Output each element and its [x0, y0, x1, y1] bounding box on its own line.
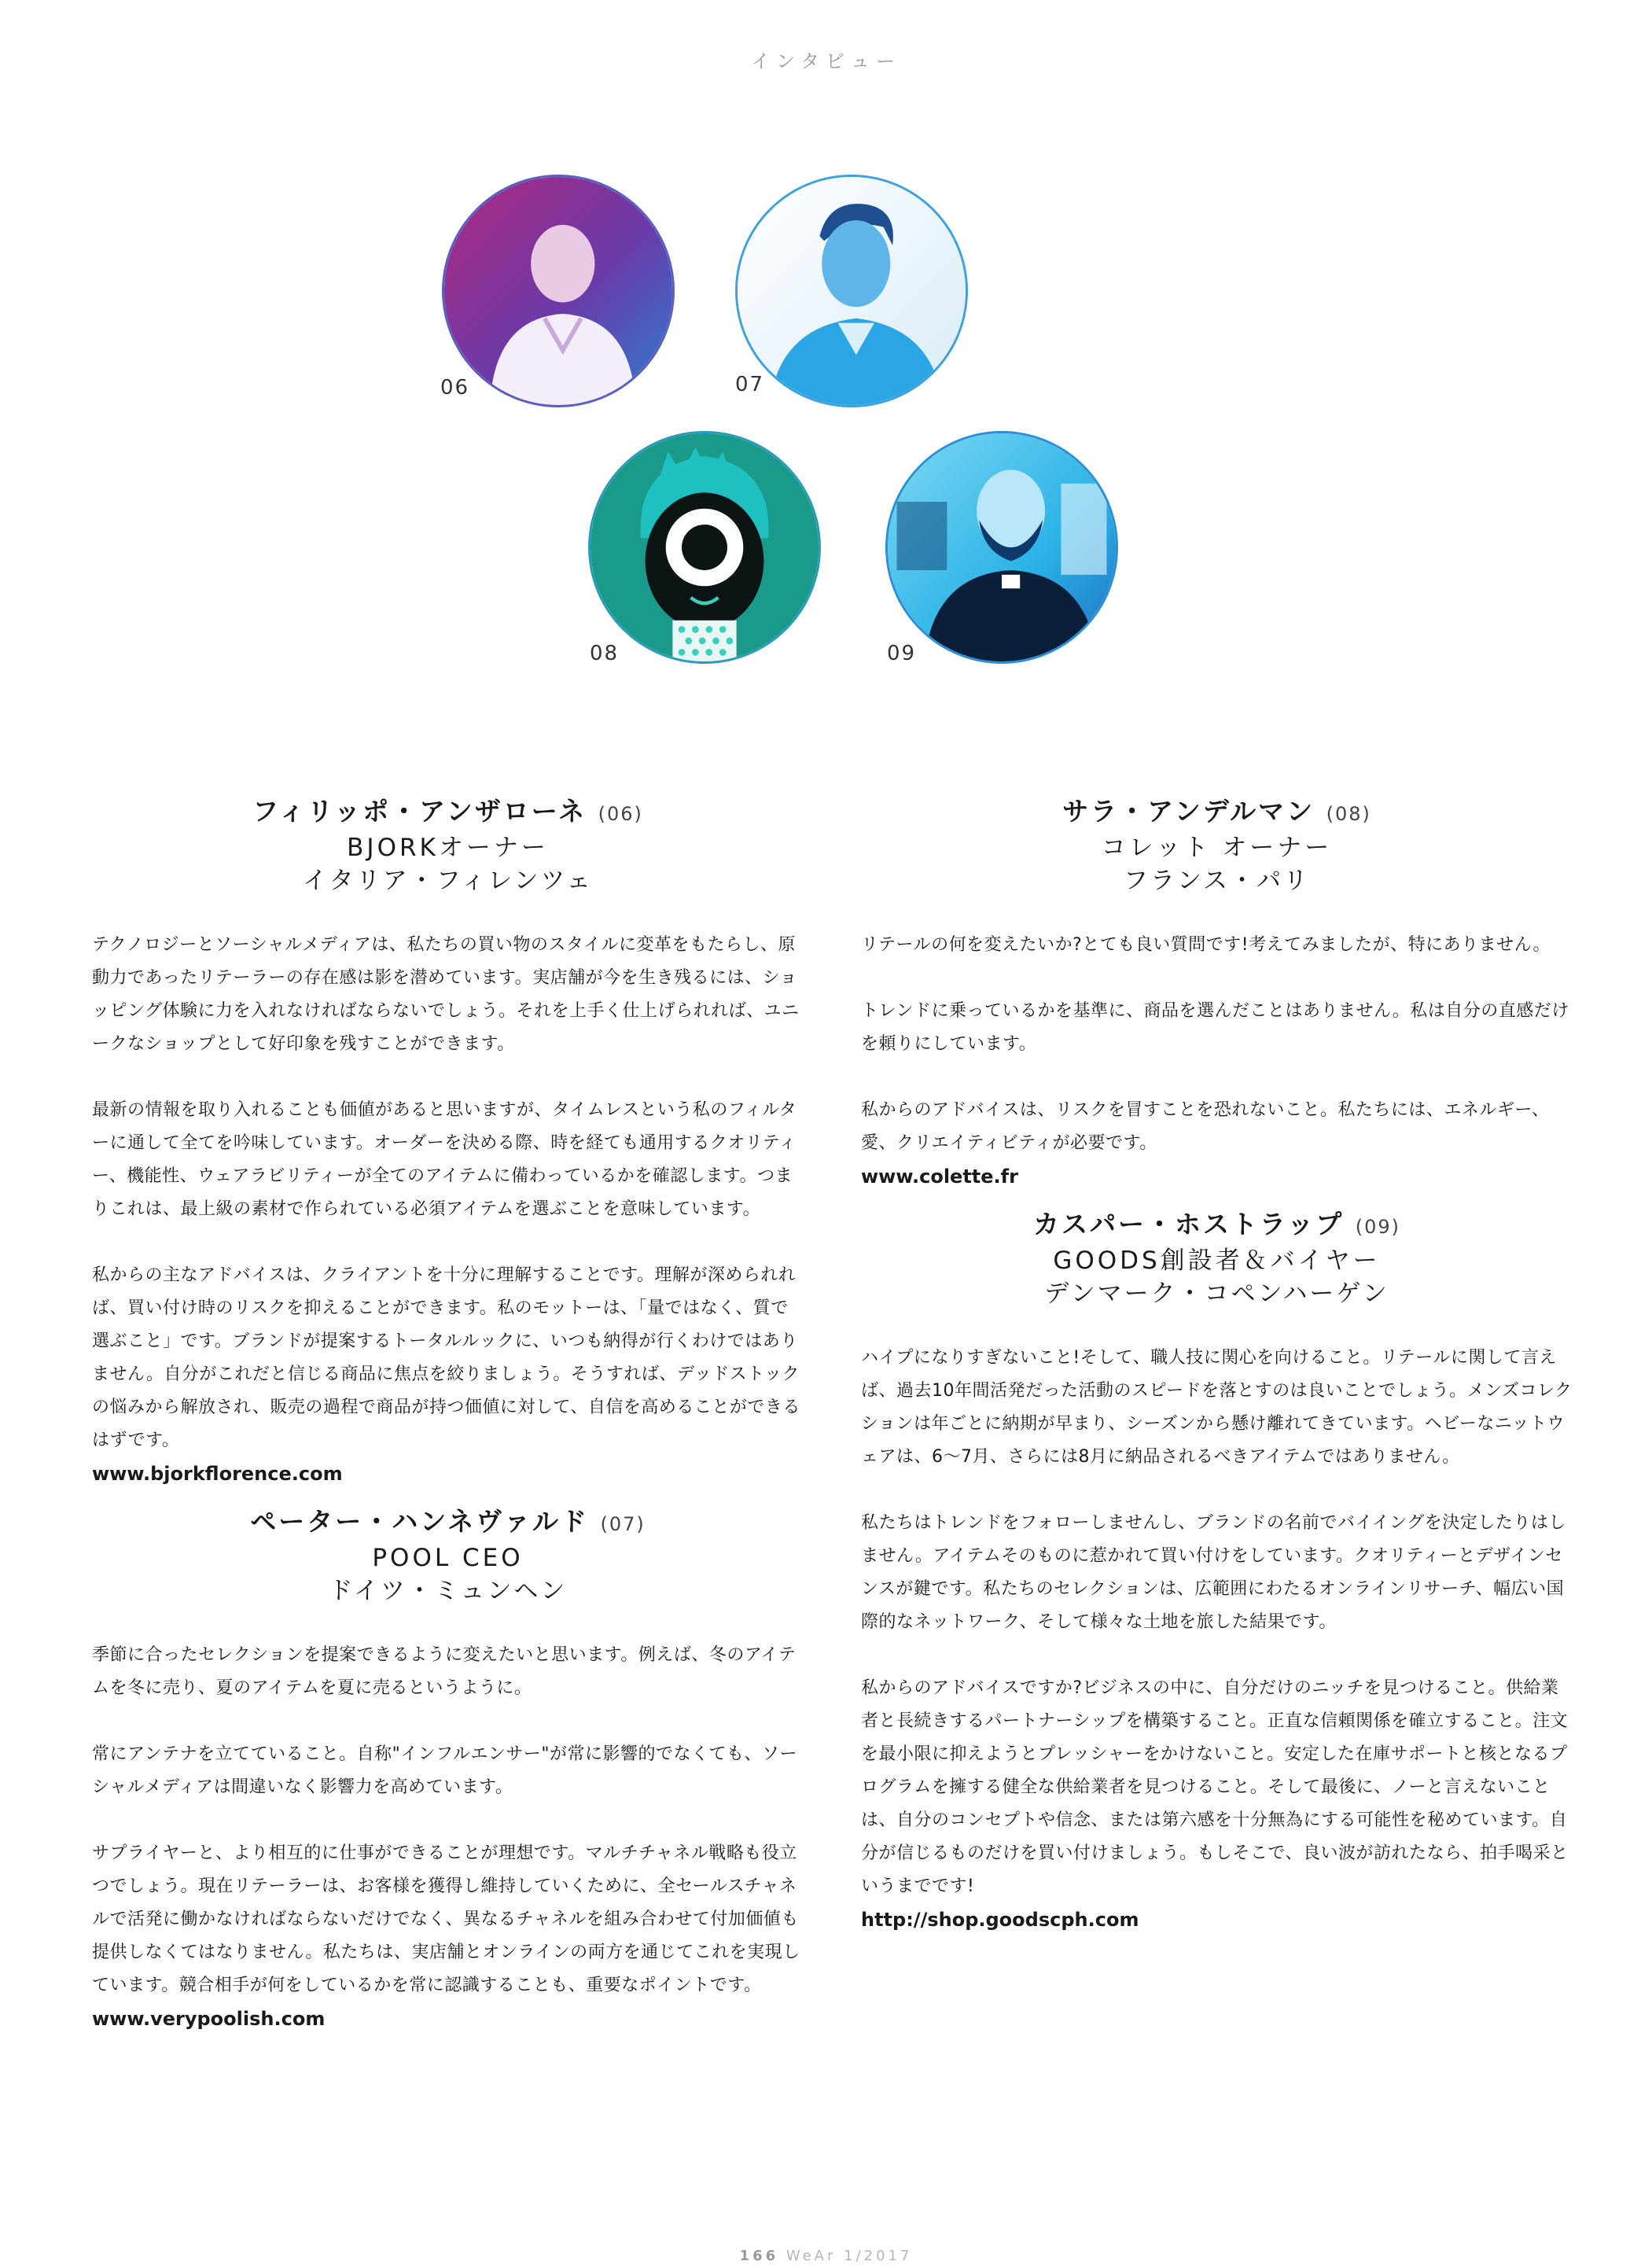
paragraph: 季節に合ったセレクションを提案できるように変えたいと思います。例えば、冬のアイテムを冬に売り、夏のアイテムを夏に売るというように。	[92, 1645, 797, 1698]
profile-name: サラ・アンデルマン	[1062, 796, 1315, 827]
paragraph: ハイプになりすぎないこと!そして、職人技に関心を向けること。リテールに関して言えば、過去10年間活発だった活動のスピードを落とすのは良いことでしょう。メンズコレクションは年ごとに納期が早まり、シーズンから懸け離れてきています。ヘビーなニットウェアは、6〜7月、さらには8月に納品されるべきアイテムではありません。	[861, 1348, 1573, 1467]
profile-url-link[interactable]: www.bjorkflorence.com	[92, 1463, 343, 1485]
profile-name: ペーター・ハンネヴァルド	[250, 1506, 589, 1537]
profile-name: フィリッポ・アンザローネ	[252, 796, 587, 827]
profile-number: (08)	[1326, 803, 1371, 825]
profile-number: (09)	[1355, 1216, 1401, 1238]
profile-number: (06)	[598, 803, 643, 825]
profile-location: ドイツ・ミュンヘン	[328, 1577, 568, 1605]
section-label: インタビュー	[750, 50, 902, 72]
paragraph: 私からのアドバイスは、リスクを冒すことを恐れないこと。私たちには、エネルギー、愛、クリエイティビティが必要です。	[861, 1100, 1550, 1153]
portrait-filippo-icon	[444, 177, 672, 405]
profile-role: BJORKオーナー	[347, 834, 549, 862]
profile-location: デンマーク・コペンハーゲン	[1044, 1280, 1389, 1308]
paragraph: 最新の情報を取り入れることも価値があると思いますが、タイムレスという私のフィルターに通して全てを吟味しています。オーダーを決める際、時を経ても通用するクオリティー、機能性、ウェアラビリティーが全てのアイテムに備わっているかを確認します。つまりこれは、最上級の素材で作られている必須アイテムを選ぶことを意味しています。	[92, 1100, 797, 1219]
portrait-number: 08	[590, 642, 620, 665]
profile-role: GOODS創設者＆バイヤー	[1053, 1247, 1381, 1275]
profile-name: カスパー・ホストラップ	[1032, 1209, 1345, 1239]
profile-header-sarah	[861, 794, 1573, 897]
paragraph: サプライヤーと、より相互的に仕事ができることが理想です。マルチチャネル戦略も役立つでしょう。現在リテーラーは、お客様を獲得し維持していくために、全セールスチャネルで活発に働かなければならないだけでなく、異なるチャネルを組み合わせて付加価値も提供しなくてはなりません。私たちは、実店舗とオンラインの両方を通じてこれを実現しています。競合相手が何をしているかを常に認識することも、重要なポイントです。	[92, 1843, 800, 1995]
paragraph: 私からの主なアドバイスは、クライアントを十分に理解することです。理解が深められれば、買い付け時のリスクを抑えることができます。私のモットーは、「量ではなく、質で選ぶこと」です。ブランドが提案するトータルルックに、いつも納得が行くわけではありません。自分がこれだと信じる商品に焦点を絞りましょう。そうすれば、デッドストックの悩みから解放され、販売の過程で商品が持つ価値に対して、自信を高めることができるはずです。	[92, 1265, 800, 1450]
portrait-08	[588, 431, 821, 664]
profile-role: POOL CEO	[372, 1544, 524, 1572]
portrait-kasper-icon	[888, 433, 1116, 661]
profile-number: (07)	[600, 1513, 646, 1535]
paragraph: 私からのアドバイスですか?ビジネスの中に、自分だけのニッチを見つけること。供給業者と長続きするパートナーシップを構築すること。正直な信頼関係を確立すること。注文を最小限に抑えようとプレッシャーをかけないこと。安定した在庫サポートと核となるプログラムを擁する健全な供給業者を見つけること。そして最後に、ノーと言えないことは、自分のコンセプトや信念、または第六感を十分無為にする可能性を秘めています。自分が信じるものだけを買い付けましょう。もしそこで、良い波が訪れたなら、拍手喝采というまでです!	[861, 1678, 1569, 1896]
portrait-peter-icon	[738, 177, 966, 405]
portrait-number: 06	[440, 376, 470, 400]
portrait-number: 07	[735, 373, 765, 396]
profile-location: フランス・パリ	[1123, 867, 1311, 895]
paragraph: トレンドに乗っているかを基準に、商品を選んだことはありません。私は自分の直感だけを頼りにしています。	[861, 1001, 1569, 1054]
page-number: 166	[739, 2248, 779, 2264]
paragraph: 常にアンテナを立てていること。自称"インフルエンサー"が常に影響的でなくても、ソーシャルメディアは間違いなく影響力を高めています。	[92, 1744, 797, 1797]
paragraph: テクノロジーとソーシャルメディアは、私たちの買い物のスタイルに変革をもたらし、原動力であったリテーラーの存在感は影を潜めています。実店舗が今を生き残るには、ショッピング体験に力を入れなければならないでしょう。それを上手く仕上げられれば、ユニークなショップとして好印象を残すことができます。	[92, 935, 800, 1054]
profile-header-peter	[92, 1504, 804, 1608]
portrait-09	[885, 431, 1118, 664]
profile-header-kasper	[861, 1207, 1573, 1310]
left-column	[92, 794, 804, 2050]
profile-url-link[interactable]: www.colette.fr	[861, 1166, 1018, 1188]
profile-location: イタリア・フィレンツェ	[302, 867, 594, 895]
profile-url-link[interactable]: http://shop.goodscph.com	[861, 1909, 1139, 1931]
paragraph: リテールの何を変えたいか?とても良い質問です!考えてみましたが、特にありません。	[861, 935, 1551, 955]
page-footer	[0, 2248, 1652, 2264]
paragraph: 私たちはトレンドをフォローしませんし、ブランドの名前でバイイングを決定したりはしません。アイテムそのものに惹かれて買い付けをしています。クオリティーとデザインセンスが鍵です。私たちのセレクションは、広範囲にわたるオンラインリサーチ、幅広い国際的なネットワーク、そして様々な土地を旅した結果です。	[861, 1513, 1566, 1632]
profile-header-filippo	[92, 794, 804, 897]
right-column	[861, 794, 1573, 1950]
portrait-sarah-avatar-icon	[591, 433, 819, 661]
portrait-07	[735, 175, 968, 407]
profile-role: コレット オーナー	[1101, 834, 1333, 862]
portrait-number: 09	[887, 642, 917, 665]
portrait-06	[442, 175, 675, 407]
publication-name: WeAr 1/2017	[786, 2248, 913, 2264]
profile-url-link[interactable]: www.verypoolish.com	[92, 2008, 326, 2030]
